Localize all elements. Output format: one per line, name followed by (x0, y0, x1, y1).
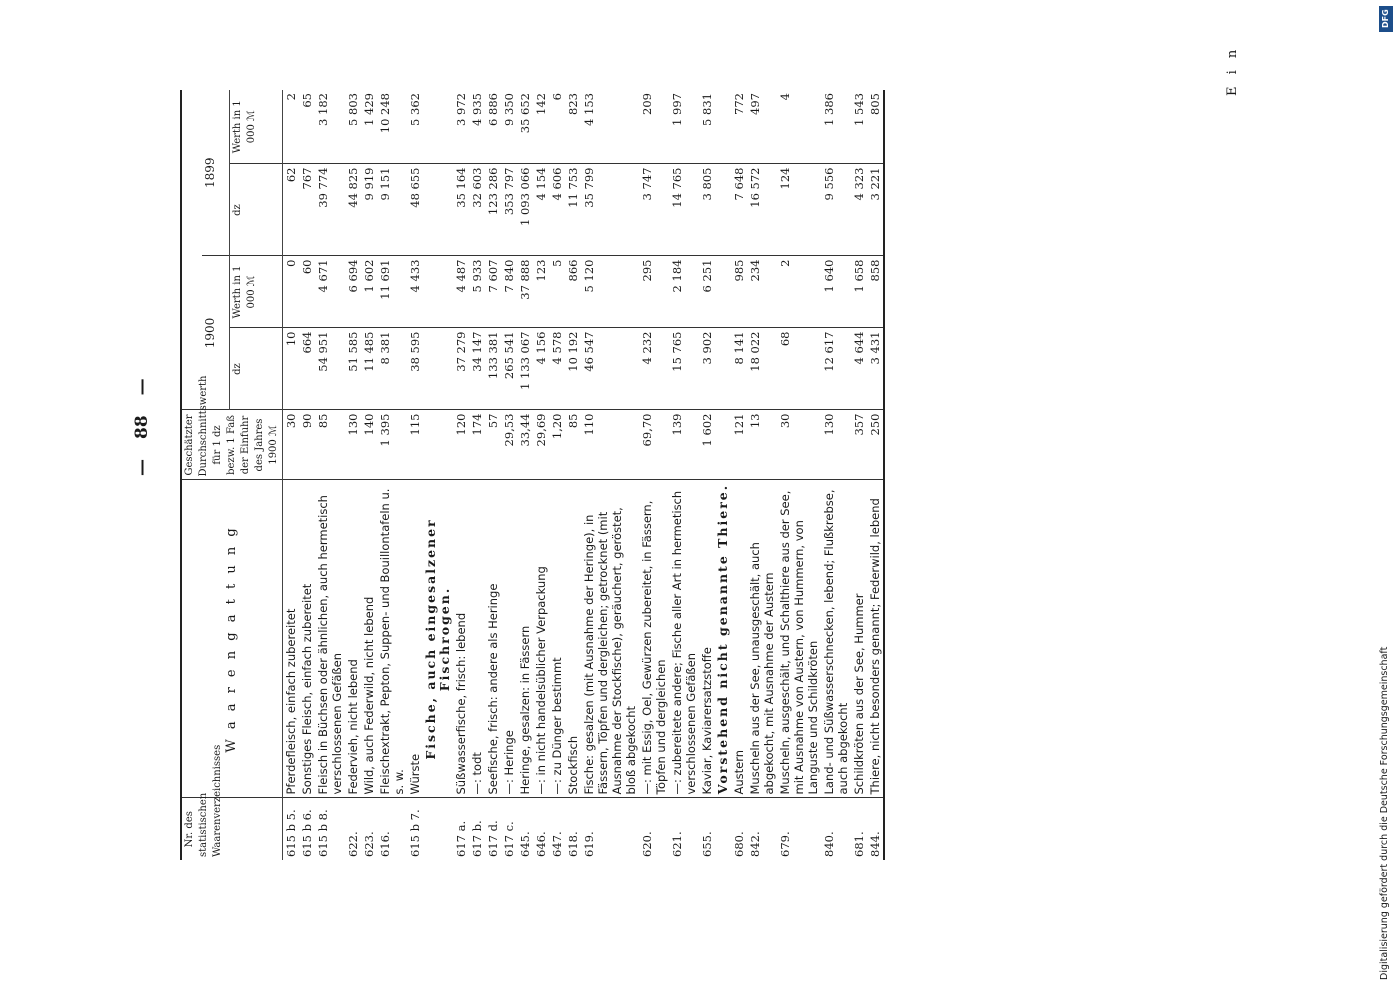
header-name: W a a r e n g a t t u n g (181, 480, 283, 798)
row-avg: 120 (453, 410, 469, 480)
row-nr: 617 c. (502, 821, 516, 857)
table-row (581, 90, 639, 860)
row-dz-1899: 39 774 (315, 164, 345, 256)
row-nr: 646. (534, 831, 548, 857)
row-nr: 617 b. (470, 820, 484, 857)
row-werth-1900: 4 433 (407, 256, 423, 328)
section-empty-cell (715, 90, 731, 164)
section-empty-cell (423, 164, 453, 256)
table-row (549, 90, 565, 860)
row-avg: 121 (731, 410, 747, 480)
row-name: —: mit Essig, Oel, Gewürzen zubereitet, in Fässern, Töpfen und dergleichen (639, 480, 669, 798)
row-name: Fleischextrakt, Pepton, Suppen- und Bouillontafeln u. s. w. (377, 480, 407, 798)
table-row (485, 90, 501, 860)
row-werth-1899: 4 153 (581, 90, 639, 164)
row-werth-1899: 209 (639, 90, 669, 164)
row-dz-1899: 124 (777, 164, 821, 256)
row-werth-1899: 5 831 (699, 90, 715, 164)
row-name: Fleisch in Büchsen oder ähnlichen, auch hermetisch verschlossenen Gefäßen (315, 480, 345, 798)
row-dz-1899: 48 655 (407, 164, 423, 256)
row-avg: 250 (867, 410, 884, 480)
header-top-blank (181, 90, 202, 410)
row-nr: 621. (670, 831, 684, 857)
row-dz-1899: 353 797 (501, 164, 517, 256)
row-dz-1900: 34 147 (469, 328, 485, 410)
rotated-table-container (180, 90, 1230, 860)
row-name: Seefische, frisch: andere als Heringe (485, 480, 501, 798)
section-empty-cell (715, 256, 731, 328)
section-spacer (715, 798, 731, 860)
row-werth-1899: 6 886 (485, 90, 501, 164)
row-werth-1900: 2 (777, 256, 821, 328)
side-note-text: Digitalisierung gefördert durch die Deutsche Forschungsgemeinschaft (1379, 646, 1390, 980)
row-dz-1899: 3 747 (639, 164, 669, 256)
row-werth-1900: 1 602 (361, 256, 377, 328)
row-nr: 615 b 7. (408, 809, 422, 857)
table-row (315, 90, 345, 860)
row-dz-1900: 68 (777, 328, 821, 410)
row-name: —: zu Dünger bestimmt (549, 480, 565, 798)
row-avg: 130 (821, 410, 851, 480)
page-number-value: 88 (132, 415, 152, 439)
row-werth-1900: 858 (867, 256, 884, 328)
section-empty-cell (423, 256, 453, 328)
row-werth-1899: 5 362 (407, 90, 423, 164)
row-name: Würste (407, 480, 423, 798)
row-name: —: Heringe (501, 480, 517, 798)
row-nr: 645. (518, 831, 532, 857)
table-row (501, 90, 517, 860)
table-row (565, 90, 581, 860)
row-name: Federvieh, nicht lebend (345, 480, 361, 798)
section-fish-row (423, 90, 453, 860)
row-werth-1899: 1 997 (669, 90, 699, 164)
row-werth-1900: 5 (549, 256, 565, 328)
row-werth-1900: 7 607 (485, 256, 501, 328)
side-note (1377, 20, 1393, 980)
row-werth-1900: 60 (299, 256, 315, 328)
row-werth-1899: 65 (299, 90, 315, 164)
row-nr: 680. (732, 831, 746, 857)
row-werth-1900: 4 487 (453, 256, 469, 328)
row-dz-1899: 4 606 (549, 164, 565, 256)
row-werth-1899: 5 803 (345, 90, 361, 164)
row-nr: 617 a. (454, 820, 468, 857)
row-name: Austern (731, 480, 747, 798)
row-dz-1900: 10 (283, 328, 300, 410)
row-werth-1899: 772 (731, 90, 747, 164)
table-row (669, 90, 699, 860)
row-dz-1900: 11 485 (361, 328, 377, 410)
row-dz-1900: 4 578 (549, 328, 565, 410)
table-row (469, 90, 485, 860)
row-dz-1900: 54 951 (315, 328, 345, 410)
row-nr: 622. (346, 831, 360, 857)
table-row (821, 90, 851, 860)
row-name: Süßwasserfische, frisch: lebend (453, 480, 469, 798)
row-dz-1899: 16 572 (747, 164, 777, 256)
section-title: Vorstehend nicht genannte Thiere. (715, 480, 731, 798)
row-name: Muscheln aus der See, unausgeschält, auch abgekocht, mit Ausnahme der Austern (747, 480, 777, 798)
row-dz-1899: 3 805 (699, 164, 715, 256)
import-table (180, 90, 885, 860)
section-empty-cell (423, 328, 453, 410)
row-dz-1899: 35 164 (453, 164, 469, 256)
row-name: Thiere, nicht besonders genannt; Federwild, lebend (867, 480, 884, 798)
row-dz-1899: 7 648 (731, 164, 747, 256)
row-avg: 1,20 (549, 410, 565, 480)
row-werth-1900: 37 888 (517, 256, 533, 328)
row-dz-1900: 8 381 (377, 328, 407, 410)
row-nr: 681. (852, 831, 866, 857)
row-werth-1899: 6 (549, 90, 565, 164)
row-werth-1900: 295 (639, 256, 669, 328)
row-nr: 615 b 8. (316, 809, 330, 857)
row-name: —: todt (469, 480, 485, 798)
section-empty-cell (715, 164, 731, 256)
header-werth-1900: Werth in 1 000 ℳ (230, 256, 283, 328)
row-werth-1899: 3 972 (453, 90, 469, 164)
header-avg: Geschätzter Durchschnittswerth für 1 dz bezw. 1 Faß der Einfuhr des Jahres 1900 ℳ (181, 410, 283, 480)
table-row (299, 90, 315, 860)
row-avg: 130 (345, 410, 361, 480)
row-nr: 620. (640, 831, 654, 857)
table-row (517, 90, 533, 860)
table-row (453, 90, 469, 860)
row-name: Muscheln, ausgeschält, und Schalthiere aus der See, mit Ausnahme von Austern, von Hummern, von Languste und Schildkröten (777, 480, 821, 798)
row-werth-1900: 6 251 (699, 256, 715, 328)
row-nr: 617 d. (486, 820, 500, 857)
row-werth-1900: 985 (731, 256, 747, 328)
row-werth-1899: 1 543 (851, 90, 867, 164)
row-dz-1900: 4 156 (533, 328, 549, 410)
row-werth-1900: 866 (565, 256, 581, 328)
row-name: —: in nicht handelsüblicher Verpackung (533, 480, 549, 798)
table-row (407, 90, 423, 860)
row-name: Fische: gesalzen (mit Ausnahme der Heringe), in Fässern, Töpfen und dergleichen; getrocknet (mit Ausnahme der Stockfische), geräuchert, geröstet, bloß abgekocht (581, 480, 639, 798)
row-werth-1899: 10 248 (377, 90, 407, 164)
row-nr: 840. (822, 831, 836, 857)
row-dz-1899: 14 765 (669, 164, 699, 256)
row-nr: 844. (868, 831, 882, 857)
table-row (851, 90, 867, 860)
table-row (731, 90, 747, 860)
header-werth-1899: Werth in 1 000 ℳ (230, 90, 283, 164)
row-dz-1900: 4 232 (639, 328, 669, 410)
row-name: Land- und Süßwasserschnecken, lebend; Flußkrebse, auch abgekocht (821, 480, 851, 798)
row-nr: 615 b 5. (284, 809, 298, 857)
page-dash-left: — (132, 459, 152, 476)
row-dz-1899: 44 825 (345, 164, 361, 256)
row-dz-1900: 15 765 (669, 328, 699, 410)
row-avg: 30 (777, 410, 821, 480)
table-row (283, 90, 300, 860)
row-dz-1899: 62 (283, 164, 300, 256)
row-name: Sonstiges Fleisch, einfach zubereitet (299, 480, 315, 798)
section-empty-cell (715, 328, 731, 410)
row-werth-1899: 142 (533, 90, 549, 164)
header-year-1900: 1900 (202, 256, 230, 410)
row-dz-1900: 3 431 (867, 328, 884, 410)
row-werth-1900: 5 120 (581, 256, 639, 328)
row-werth-1900: 11 691 (377, 256, 407, 328)
row-avg: 33,44 (517, 410, 533, 480)
row-avg: 29,53 (501, 410, 517, 480)
row-dz-1900: 37 279 (453, 328, 469, 410)
row-werth-1899: 3 182 (315, 90, 345, 164)
row-nr: 618. (566, 831, 580, 857)
row-avg: 57 (485, 410, 501, 480)
row-werth-1899: 1 386 (821, 90, 851, 164)
row-werth-1899: 805 (867, 90, 884, 164)
row-dz-1899: 767 (299, 164, 315, 256)
row-werth-1900: 0 (283, 256, 300, 328)
row-name: Pferdefleisch, einfach zubereitet (283, 480, 300, 798)
section-title: Fische, auch eingesalzener Fischrogen. (423, 480, 453, 798)
row-dz-1899: 123 286 (485, 164, 501, 256)
row-dz-1899: 9 556 (821, 164, 851, 256)
row-werth-1899: 35 652 (517, 90, 533, 164)
header-ein: E i n (1225, 45, 1240, 96)
row-werth-1900: 234 (747, 256, 777, 328)
table-row (377, 90, 407, 860)
table-row (345, 90, 361, 860)
row-dz-1900: 51 585 (345, 328, 361, 410)
section-animals-row (715, 90, 731, 860)
row-werth-1900: 1 658 (851, 256, 867, 328)
row-avg: 1 395 (377, 410, 407, 480)
row-avg: 30 (283, 410, 300, 480)
row-dz-1899: 9 151 (377, 164, 407, 256)
row-dz-1900: 1 133 067 (517, 328, 533, 410)
section-empty-cell (423, 410, 453, 480)
row-name: —: zubereitete andere; Fische aller Art in hermetisch verschlossenen Gefäßen (669, 480, 699, 798)
row-dz-1900: 133 381 (485, 328, 501, 410)
row-name: Stockfisch (565, 480, 581, 798)
table-row (533, 90, 549, 860)
row-avg: 85 (315, 410, 345, 480)
row-dz-1899: 3 221 (867, 164, 884, 256)
row-nr: 655. (700, 831, 714, 857)
header-year-1899: 1899 (202, 90, 230, 256)
row-avg: 13 (747, 410, 777, 480)
row-werth-1900: 123 (533, 256, 549, 328)
row-werth-1900: 6 694 (345, 256, 361, 328)
row-dz-1900: 8 141 (731, 328, 747, 410)
row-avg: 69,70 (639, 410, 669, 480)
table-body (283, 90, 885, 860)
table-row (361, 90, 377, 860)
row-avg: 90 (299, 410, 315, 480)
row-dz-1899: 35 799 (581, 164, 639, 256)
table-row (639, 90, 669, 860)
row-avg: 110 (581, 410, 639, 480)
row-werth-1900: 4 671 (315, 256, 345, 328)
row-dz-1900: 38 595 (407, 328, 423, 410)
row-avg: 29,69 (533, 410, 549, 480)
row-nr: 679. (778, 831, 792, 857)
row-dz-1899: 4 323 (851, 164, 867, 256)
section-empty-cell (423, 90, 453, 164)
row-nr: 619. (582, 831, 596, 857)
row-werth-1899: 823 (565, 90, 581, 164)
row-dz-1900: 12 617 (821, 328, 851, 410)
row-werth-1900: 2 184 (669, 256, 699, 328)
row-name: Wild, auch Federwild, nicht lebend (361, 480, 377, 798)
row-werth-1899: 9 350 (501, 90, 517, 164)
row-werth-1899: 4 935 (469, 90, 485, 164)
row-nr: 623. (362, 831, 376, 857)
row-dz-1900: 18 022 (747, 328, 777, 410)
header-dz-1899: dz (230, 164, 283, 256)
dfg-logo: DFG (1379, 6, 1393, 32)
row-nr: 615 b 6. (300, 809, 314, 857)
row-dz-1899: 9 919 (361, 164, 377, 256)
table-row (777, 90, 821, 860)
row-avg: 1 602 (699, 410, 715, 480)
header-dz-1900: dz (230, 328, 283, 410)
row-dz-1900: 4 644 (851, 328, 867, 410)
row-werth-1900: 7 840 (501, 256, 517, 328)
table-row (867, 90, 884, 860)
row-name: Kaviar, Kaviarersatzstoffe (699, 480, 715, 798)
row-dz-1899: 4 154 (533, 164, 549, 256)
row-dz-1900: 10 192 (565, 328, 581, 410)
row-dz-1899: 11 753 (565, 164, 581, 256)
page-dash-right: — (132, 378, 152, 396)
table-header (181, 90, 283, 860)
table-row (699, 90, 715, 860)
row-dz-1900: 265 541 (501, 328, 517, 410)
row-werth-1899: 4 (777, 90, 821, 164)
row-werth-1900: 5 933 (469, 256, 485, 328)
row-name: Schildkröten aus der See, Hummer (851, 480, 867, 798)
row-nr: 616. (378, 831, 392, 857)
table-row (747, 90, 777, 860)
row-dz-1899: 32 603 (469, 164, 485, 256)
row-dz-1900: 46 547 (581, 328, 639, 410)
row-avg: 140 (361, 410, 377, 480)
header-nr: Nr. des statistischen Waarenverzeichnisses (181, 798, 283, 860)
section-empty-cell (715, 410, 731, 480)
row-dz-1900: 664 (299, 328, 315, 410)
row-avg: 139 (669, 410, 699, 480)
row-nr: 647. (550, 831, 564, 857)
row-werth-1899: 1 429 (361, 90, 377, 164)
page-number (132, 368, 152, 486)
row-nr: 842. (748, 831, 762, 857)
row-werth-1899: 2 (283, 90, 300, 164)
row-name: Heringe, gesalzen: in Fässern (517, 480, 533, 798)
row-avg: 174 (469, 410, 485, 480)
row-werth-1899: 497 (747, 90, 777, 164)
row-werth-1900: 1 640 (821, 256, 851, 328)
section-spacer (423, 798, 453, 860)
row-avg: 115 (407, 410, 423, 480)
row-avg: 357 (851, 410, 867, 480)
row-dz-1899: 1 093 066 (517, 164, 533, 256)
row-dz-1900: 3 902 (699, 328, 715, 410)
row-avg: 85 (565, 410, 581, 480)
